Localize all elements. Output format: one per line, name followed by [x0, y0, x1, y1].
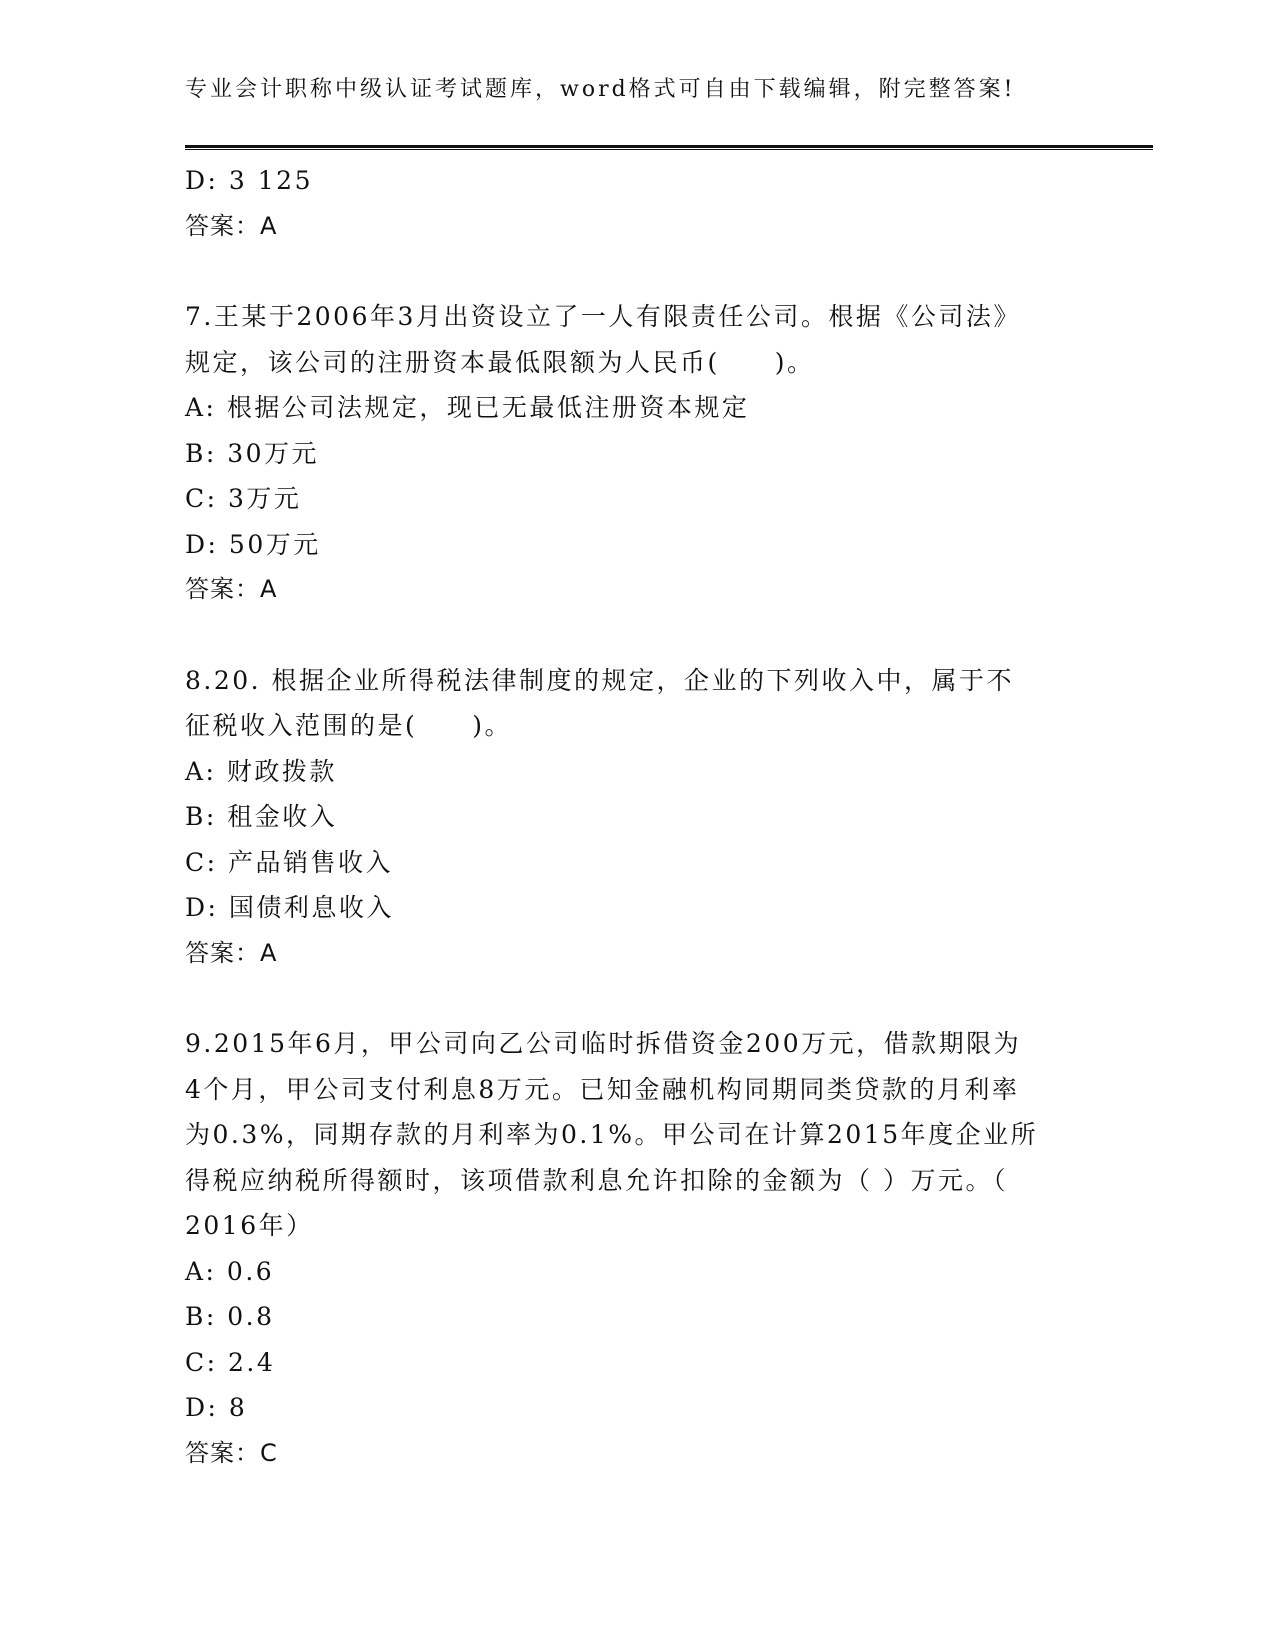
question-stem-line: 为0.3%，同期存款的月利率为0.1%。甲公司在计算2015年度企业所 [185, 1120, 1039, 1149]
question-stem-line: 9.2015年6月，甲公司向乙公司临时拆借资金200万元，借款期限为 [185, 1029, 1022, 1058]
answer-line: 答案：A [185, 211, 278, 240]
option-a: A: 0.6 [185, 1256, 275, 1286]
previous-question-tail [185, 158, 1085, 249]
option-d: D: 8 [185, 1393, 248, 1422]
option-d: D: 50万元 [185, 529, 321, 559]
option-c: C: 3万元 [185, 484, 302, 513]
answer-line: 答案：A [185, 938, 278, 967]
header-divider [185, 145, 1153, 150]
question-stem-line: 征税收入范围的是( )。 [185, 711, 513, 740]
option-d: D: 3 125 [185, 166, 313, 195]
question-stem-line: 得税应纳税所得额时，该项借款利息允许扣除的金额为（ ）万元。（ [185, 1165, 1008, 1195]
option-d: D: 国债利息收入 [185, 893, 394, 922]
question-stem-line: 8.20. 根据企业所得税法律制度的规定，企业的下列收入中，属于不 [185, 665, 1015, 695]
option-c: C: 2.4 [185, 1347, 276, 1377]
answer-line: 答案：A [185, 575, 278, 603]
option-a: A: 根据公司法规定，现已无最低注册资本规定 [185, 393, 750, 422]
option-b: B: 租金收入 [185, 802, 338, 831]
option-b: B: 0.8 [185, 1302, 275, 1331]
option-b: B: 30万元 [185, 438, 320, 468]
question-stem-line: 规定，该公司的注册资本最低限额为人民币( )。 [185, 347, 815, 377]
option-a: A: 财政拨款 [185, 756, 337, 786]
question-list [185, 158, 1085, 1476]
question-stem-line: 4个月，甲公司支付利息8万元。已知金融机构同期同类贷款的月利率 [185, 1074, 1020, 1104]
page-header: 专业会计职称中级认证考试题库，word格式可自由下载编辑，附完整答案! [185, 77, 1016, 102]
question-7 [185, 294, 1085, 613]
question-8 [185, 658, 1085, 977]
question-stem-line: 2016年） [185, 1211, 314, 1240]
option-c: C: 产品销售收入 [185, 847, 393, 877]
answer-line: 答案：C [185, 1438, 278, 1467]
question-stem-line: 7.王某于2006年3月出资设立了一人有限责任公司。根据《公司法》 [185, 302, 1021, 331]
question-9 [185, 1021, 1085, 1476]
